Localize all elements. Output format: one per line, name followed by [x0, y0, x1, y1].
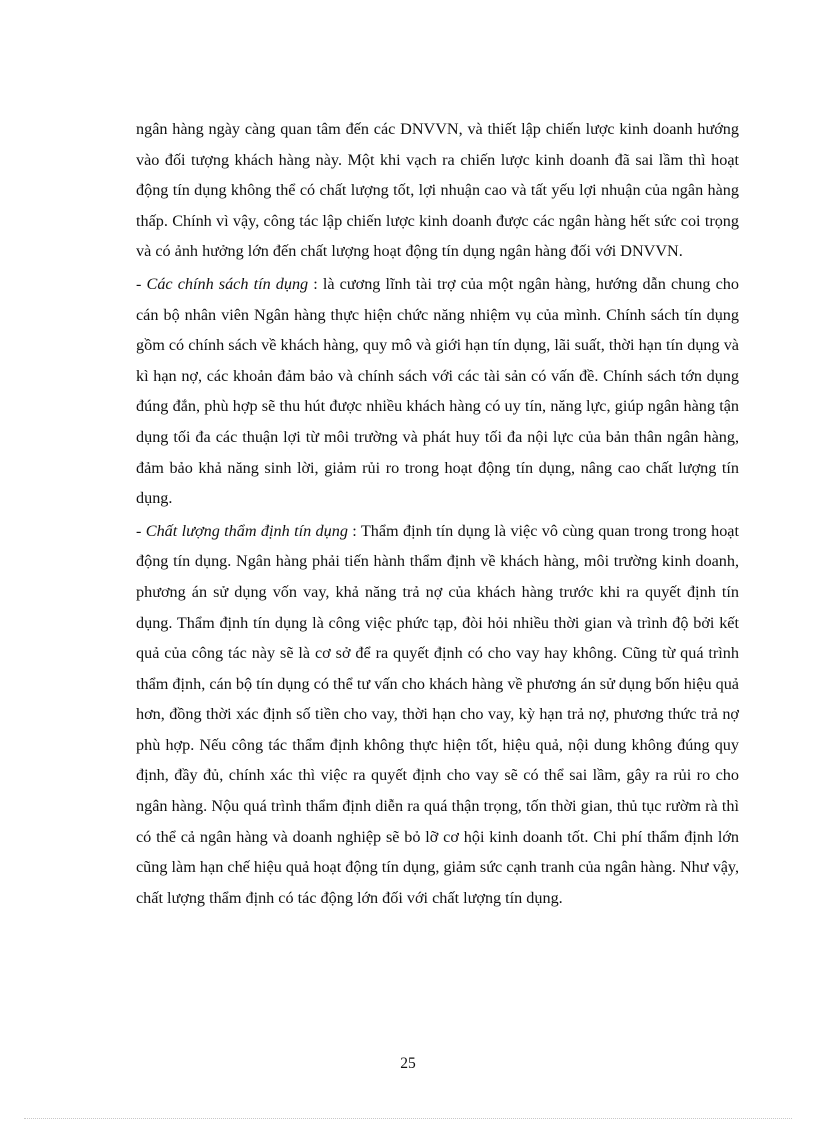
paragraph-strategy: ngân hàng ngày càng quan tâm đến các DNVVN, và thiết lập chiến lược kinh doanh hướng vào đối tượng khách hàng này. Một khi vạch ra chiến lược kinh doanh đã sai lầm thì hoạt động tín dụng không thể có chất lượng tốt, lợi nhuận cao và tất yếu lợi nhuận của ngân hàng thấp. Chính vì vậy, công tác lập chiến lược kinh doanh được các ngân hàng hết sức coi trọng và có ảnh hưởng lớn đến chất lượng hoạt động tín dụng ngân hàng đối với DNVVN. [136, 120, 739, 261]
paragraph-credit-policy [136, 269, 739, 514]
page-number: 25 [400, 1055, 416, 1072]
term-appraisal-quality: Chất lượng thẩm định tín dụng [145, 521, 348, 540]
body-text [136, 114, 739, 913]
appraisal-quality-text: : Thẩm định tín dụng là việc vô cùng quan trong trong hoạt động tín dụng. Ngân hàng phải tiến hành thẩm định về khách hàng, môi trường kinh doanh, phương án sử dụng vốn vay, khả năng trả nợ của khách hàng trước khi ra quyết định tín dụng. Thẩm định tín dụng là công việc phức tạp, đòi hỏi nhiều thời gian và trình độ bởi kết quả của công tác này sẽ là cơ sở để ra quyết định có cho vay hay không. Cũng từ quá trình thẩm định, cán bộ tín dụng có thể tư vấn cho khách hàng về phương án sử dụng bốn hiệu quả hơn, đồng thời xác định số tiền cho vay, thời hạn cho vay, kỳ hạn trả nợ, phương thức trả nợ phù hợp. Nếu công tác thẩm định không thực hiện tốt, hiệu quả, nội dung không đúng quy định, đầy đủ, chính xác thì việc ra quyết định cho vay sẽ có thể sai lầm, gây ra rủi ro cho ngân hàng. Nộu quá trình thẩm định diễn ra quá thận trọng, tốn thời gian, thủ tục rườm rà thì có thể cả ngân hàng và doanh nghiệp sẽ bỏ lỡ cơ hội kinh doanh tốt. Chi phí thẩm định lớn cũng làm hạn chế hiệu quả hoạt động tín dụng, giảm sức cạnh tranh của ngân hàng. Như vậy, chất lượng thẩm định có tác động lớn đối với chất lượng tín dụng. [136, 521, 739, 907]
bullet-dash: - [136, 274, 147, 293]
paragraph-appraisal-quality [136, 516, 739, 914]
bullet-dash: - [136, 521, 146, 540]
credit-policy-text: : là cương lĩnh tài trợ của một ngân hàng, hướng dẫn chung cho cán bộ nhân viên Ngân hàng thực hiện chức năng nhiệm vụ của mình. Chính sách tín dụng gồm có chính sách về khách hàng, quy mô và giới hạn tín dụng, lãi suất, thời hạn tín dụng và kì hạn nợ, các khoản đảm bảo và chính sách với các tài sản có vấn đề. Chính sách tớn dụng đúng đắn, phù hợp sẽ thu hút được nhiều khách hàng có uy tín, năng lực, giúp ngân hàng tận dụng tối đa các thuận lợi từ môi trường và phát huy tối đa nội lực của bản thân ngân hàng, đảm bảo khả năng sinh lời, giảm rủi ro trong hoạt động tín dụng, nâng cao chất lượng tín dụng. [136, 274, 739, 508]
page-bottom-divider [24, 1118, 792, 1119]
term-credit-policy: Các chính sách tín dụng [146, 274, 309, 293]
